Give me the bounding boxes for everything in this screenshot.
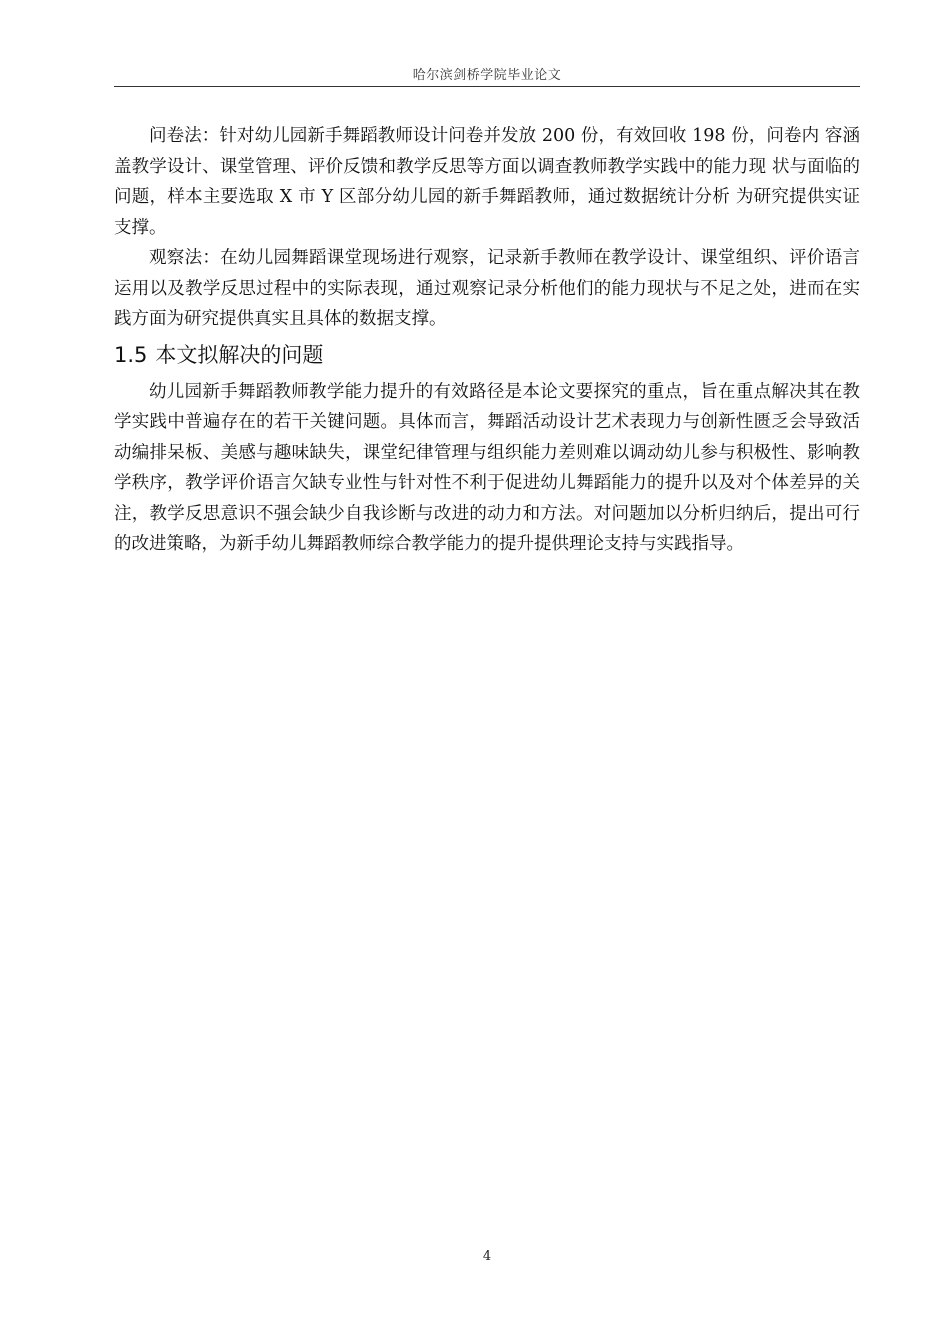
page-number: 4 [482,1249,492,1264]
paragraph-problems: 幼儿园新手舞蹈教师教学能力提升的有效路径是本论文要探究的重点，旨在重点解决其在教学实践中普遍存在的若干关键问题。具体而言，舞蹈活动设计艺术表现力与创新性匮乏会导致活动编排呆板、美感与趣味缺失，课堂纪律管理与组织能力差则难以调动幼儿参与积极性、影响教学秩序，教学评价语言欠缺专业性与针对性不利于促进幼儿舞蹈能力的提升以及对个体差异的关注，教学反思意识不强会缺少自我诊断与改进的动力和方法。对问题加以分析归纳后，提出可行的改进策略，为新手幼儿舞蹈教师综合教学能力的提升提供理论支持与实践指导。 [114,381,860,554]
section-title: 本文拟解决的问题 [155,342,324,367]
page-body [114,121,860,560]
section-heading [114,339,860,371]
paragraph-questionnaire-method: 问卷法：针对幼儿园新手舞蹈教师设计问卷并发放 200 份，有效回收 198 份，问卷内 容涵盖教学设计、课堂管理、评价反馈和教学反思等方面以调查教师教学实践中的能力现 状与面临的问题，样本主要选取 X 市 Y 区部分幼儿园的新手舞蹈教师，通过数据统计分析 为研究提供实证支撑。 [114,126,860,238]
running-header: 哈尔滨剑桥学院毕业论文 [412,68,562,83]
paragraph-observation-method: 观察法：在幼儿园舞蹈课堂现场进行观察，记录新手教师在教学设计、课堂组织、评价语言运用以及教学反思过程中的实际表现，通过观察记录分析他们的能力现状与不足之处，进而在实践方面为研究提供真实且具体的数据支撑。 [114,248,860,329]
section-number: 1.5 [114,342,148,367]
header-divider [114,86,860,87]
